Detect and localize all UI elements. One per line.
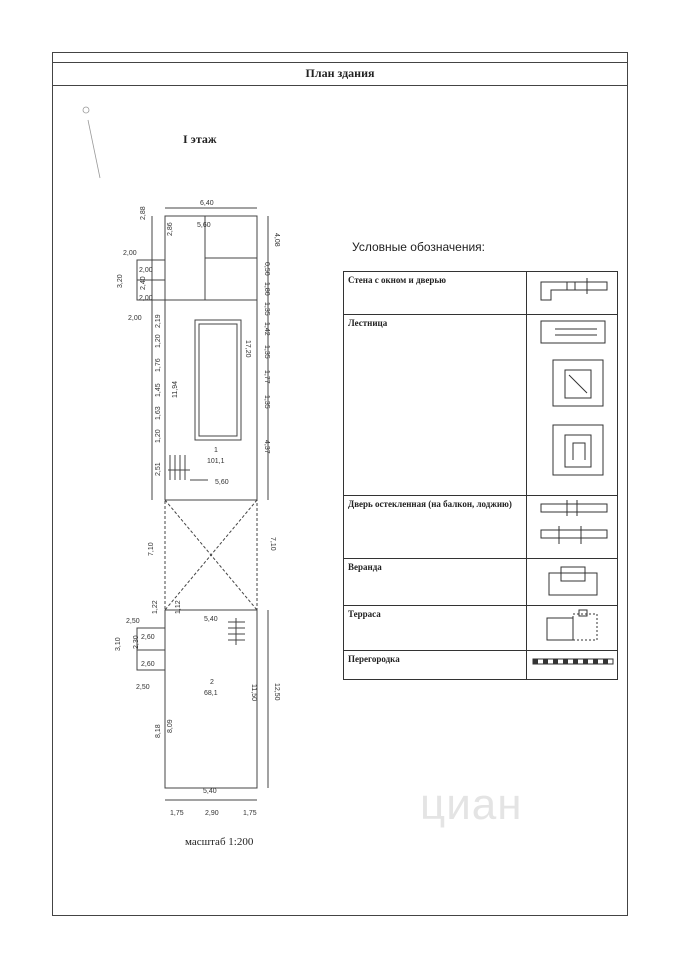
- lower-block-outline: [165, 610, 257, 788]
- dim-label: 2,30: [133, 635, 140, 649]
- legend-label: Стена с окном и дверью: [344, 272, 527, 315]
- legend-row: [344, 315, 618, 496]
- dim-label: 8,09: [167, 719, 174, 733]
- legend-symbol-cell: [527, 651, 618, 680]
- dim-label: 5,60: [197, 222, 211, 229]
- north-arrow-icon: [83, 107, 100, 178]
- legend-row: [344, 559, 618, 606]
- dim-label: 3,10: [115, 637, 122, 651]
- dim-label: 1,22: [152, 600, 159, 614]
- dim-label: 2,86: [167, 222, 174, 236]
- legend-row: [344, 651, 618, 680]
- legend-row: [344, 496, 618, 559]
- dim-label: 11,94: [172, 381, 179, 398]
- dim-label: 17,20: [244, 340, 251, 358]
- watermark: циан: [420, 780, 523, 829]
- stair-room-2-icon: [228, 618, 245, 645]
- dim-label: 11,50: [250, 684, 257, 701]
- dim-label: 6,40: [200, 200, 214, 207]
- legend-symbol-cell: [527, 315, 618, 496]
- dim-label: 1,35: [263, 302, 270, 316]
- scale-label: масштаб 1:200: [185, 836, 254, 848]
- dim-label: 2,00: [139, 295, 153, 302]
- legend-row: [344, 272, 618, 315]
- dim-label: 7,10: [148, 542, 155, 556]
- dim-label: 1,35: [263, 345, 270, 359]
- legend-label: Терраса: [344, 606, 527, 651]
- partition-icon: [527, 651, 617, 677]
- dim-label: 1,45: [155, 383, 162, 397]
- dim-label: 1,63: [155, 406, 162, 420]
- dim-label: 2,60: [141, 634, 155, 641]
- dim-label: 1,75: [170, 810, 184, 817]
- wall-window-door-icon: [527, 272, 617, 312]
- room-number: 1: [214, 447, 218, 454]
- legend-symbol-cell: [527, 559, 618, 606]
- dim-label: 1,35: [263, 395, 270, 409]
- dim-label: 1,80: [263, 282, 270, 296]
- room-area: 68,1: [204, 690, 218, 697]
- dim-label: 1,75: [243, 810, 257, 817]
- stair-icon: [527, 315, 617, 493]
- room-number: 2: [210, 679, 214, 686]
- pool-outer: [195, 320, 241, 440]
- legend-row: [344, 606, 618, 651]
- dim-label: 1,76: [155, 358, 162, 372]
- legend-symbol-cell: [527, 496, 618, 559]
- dim-label: 2,51: [155, 462, 162, 476]
- dim-label: 12,50: [273, 683, 280, 701]
- stair-room-1-icon: [168, 455, 208, 480]
- page-title: План здания: [305, 66, 375, 80]
- dim-label: 2,88: [140, 206, 147, 220]
- legend-label: Лестница: [344, 315, 527, 496]
- dim-label: 1,12: [175, 600, 182, 614]
- room-area: 101,1: [207, 458, 225, 465]
- dim-label: 2,40: [140, 276, 147, 290]
- dim-label: 2,00: [123, 250, 137, 257]
- dim-label: 1,42: [263, 322, 270, 336]
- veranda-icon: [527, 559, 617, 603]
- dim-label: 0,50: [263, 262, 270, 276]
- dim-label: 2,60: [141, 661, 155, 668]
- legend-label: Веранда: [344, 559, 527, 606]
- dim-label: 2,19: [155, 314, 162, 328]
- dim-label: 7,10: [269, 537, 276, 551]
- legend-table: [343, 271, 618, 680]
- legend-label: Перегородка: [344, 651, 527, 680]
- floor-label: I этаж: [183, 132, 217, 146]
- dim-label: 5,40: [203, 788, 217, 795]
- pool-inner: [199, 324, 237, 436]
- legend-title: Условные обозначения:: [352, 240, 485, 254]
- dim-label: 8,18: [155, 724, 162, 738]
- legend-symbol-cell: [527, 272, 618, 315]
- dim-label: 2,00: [128, 315, 142, 322]
- dim-label: 5,40: [204, 616, 218, 623]
- dim-label: 4,08: [273, 233, 280, 247]
- dim-label: 5,60: [215, 479, 229, 486]
- dim-label: 3,20: [117, 274, 124, 288]
- dim-label: 2,50: [136, 684, 150, 691]
- dim-label: 4,37: [263, 440, 270, 454]
- legend-symbol-cell: [527, 606, 618, 651]
- terrace-icon: [527, 606, 617, 648]
- dim-label: 1,20: [155, 334, 162, 348]
- glazed-door-icon: [527, 496, 617, 556]
- dim-label: 2,50: [126, 618, 140, 625]
- legend-label: Дверь остекленная (на балкон, лоджию): [344, 496, 527, 559]
- dim-label: 2,00: [139, 267, 153, 274]
- dim-label: 2,90: [205, 810, 219, 817]
- dim-label: 1,20: [155, 429, 162, 443]
- dim-label: 1,77: [263, 370, 270, 384]
